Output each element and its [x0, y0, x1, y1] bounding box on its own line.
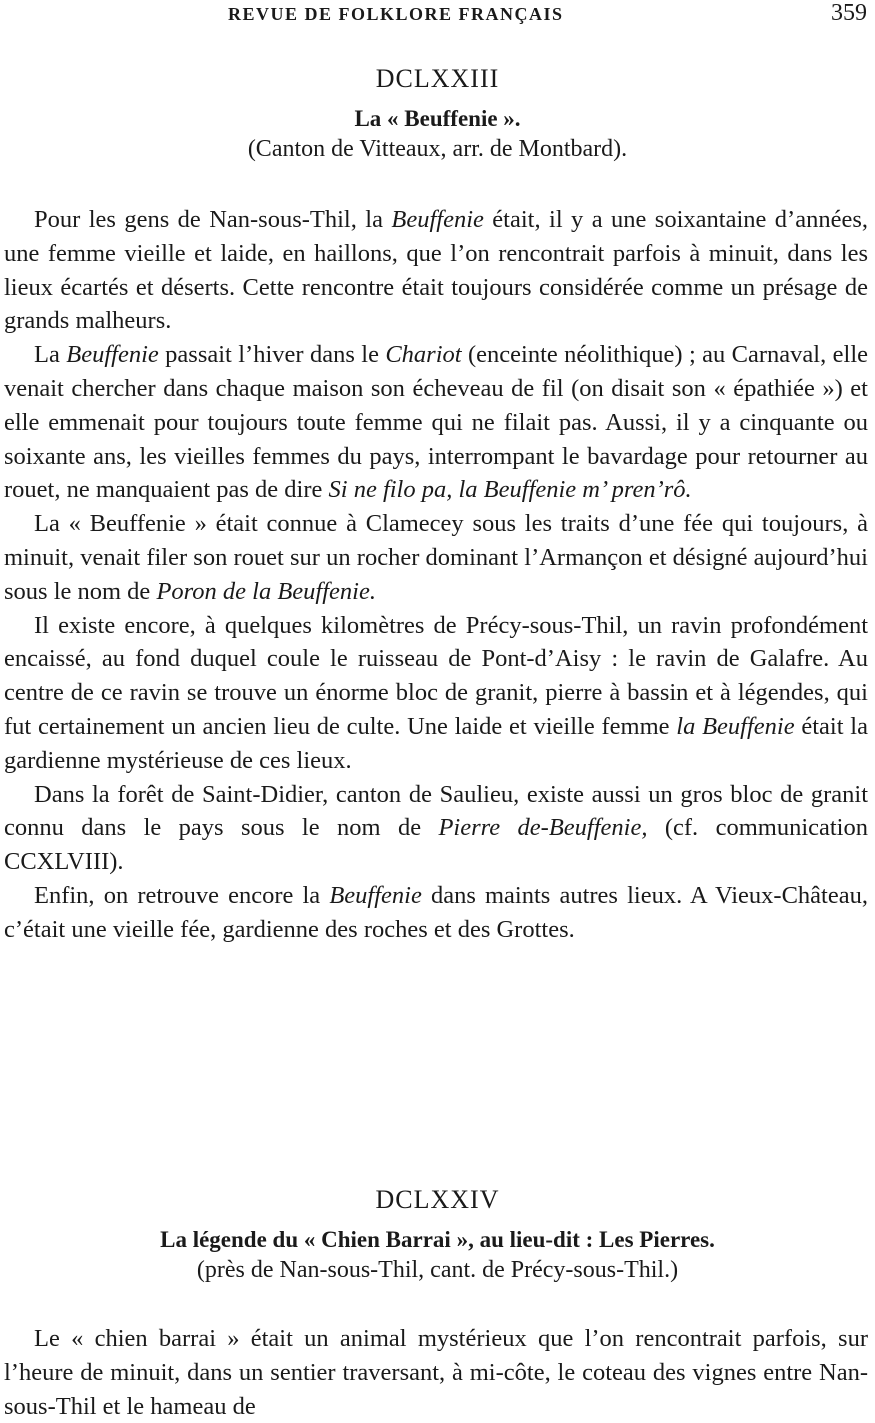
- emphasis: Pierre de-Beuffenie,: [438, 814, 648, 842]
- emphasis: Si ne filo pa, la Beuffenie m’ pren’rô.: [328, 476, 692, 504]
- page-number: 359: [831, 0, 867, 26]
- section-numeral: DCLXXIII: [375, 64, 500, 93]
- paragraph: Enfin, on retrouve encore la Beuffenie dans maints autres lieux. A Vieux-Château, c’était une vieille fée, gardienne des roches et des Grottes.: [4, 881, 868, 943]
- emphasis: Beuffenie: [391, 206, 484, 233]
- running-title: REVUE DE FOLKLORE FRANÇAIS: [228, 4, 564, 24]
- section-body-dclxxiii: [4, 203, 868, 947]
- section-location: (près de Nan-sous-Thil, cant. de Précy-sous-Thil.): [196, 1257, 679, 1283]
- section-title: La « Beuffenie ».: [354, 106, 521, 131]
- paragraph: Pour les gens de Nan-sous-Thil, la Beuffenie était, il y a une soixantaine d’années, une femme vieille et laide, en haillons, que l’on rencontrait parfois à minuit, dans les lieux écartés et déserts. Cette rencontre était toujours considérée comme un présage de grands malheurs.: [4, 206, 868, 335]
- paragraph: La Beuffenie passait l’hiver dans le Chariot (enceinte néolithique) ; au Carnaval, elle venait chercher dans chaque maison son écheveau de fil (on disait son « épathiée ») et elle emmenait pour toujours toute femme qui ne filait pas. Aussi, il y a cinquante ou soixante ans, les vieilles femmes du pays, interrompant le bavardage pour retourner au rouet, ne manquaient pas de dire Si ne filo pa, la Beuffenie m’ pren’rô.: [4, 341, 868, 504]
- emphasis: Poron de la Beuffenie.: [156, 577, 376, 605]
- paragraph: Dans la forêt de Saint-Didier, canton de Saulieu, existe aussi un gros bloc de granit connu dans le pays sous le nom de Pierre de-Beuffenie, (cf. communication CCXLVIII).: [4, 780, 868, 876]
- section-numeral: DCLXXIV: [375, 1185, 500, 1214]
- paragraph: La « Beuffenie » était connue à Clamecey sous les traits d’une fée qui toujours, à minuit, venait filer son rouet sur un rocher dominant l’Armançon et désigné aujourd’hui sous le nom de Poron de la Beuffenie.: [4, 510, 868, 605]
- emphasis: la Beuffenie: [676, 712, 795, 740]
- section-dclxxiii: [0, 64, 875, 164]
- paragraph: Le « chien barrai » était un animal mystérieux que l’on rencontrait parfois, sur l’heure de minuit, dans un sentier traversant, à mi-côte, le coteau des vignes entre Nan-sous-Thil et le hameau de: [4, 1325, 868, 1420]
- emphasis: Beuffenie: [329, 881, 422, 909]
- running-head: [0, 0, 875, 30]
- paragraph: Il existe encore, à quelques kilomètres de Précy-sous-Thil, un ravin profondément encaissé, au fond duquel coule le ruisseau de Pont-d’Aisy : le ravin de Galafre. Au centre de ce ravin se trouve un énorme bloc de granit, pierre à bassin et à légendes, qui fut certainement un ancien lieu de culte. Une laide et vieille femme la Beuffenie était la gardienne mystérieuse de ces lieux.: [4, 611, 868, 774]
- section-location: (Canton de Vitteaux, arr. de Montbard).: [247, 136, 628, 162]
- section-title: La légende du « Chien Barrai », au lieu-dit : Les Pierres.: [160, 1227, 715, 1252]
- emphasis: Chariot: [385, 341, 462, 369]
- emphasis: Beuffenie: [66, 341, 159, 369]
- section-body-dclxxiv: [4, 1322, 868, 1423]
- section-dclxxiv: [0, 1185, 875, 1285]
